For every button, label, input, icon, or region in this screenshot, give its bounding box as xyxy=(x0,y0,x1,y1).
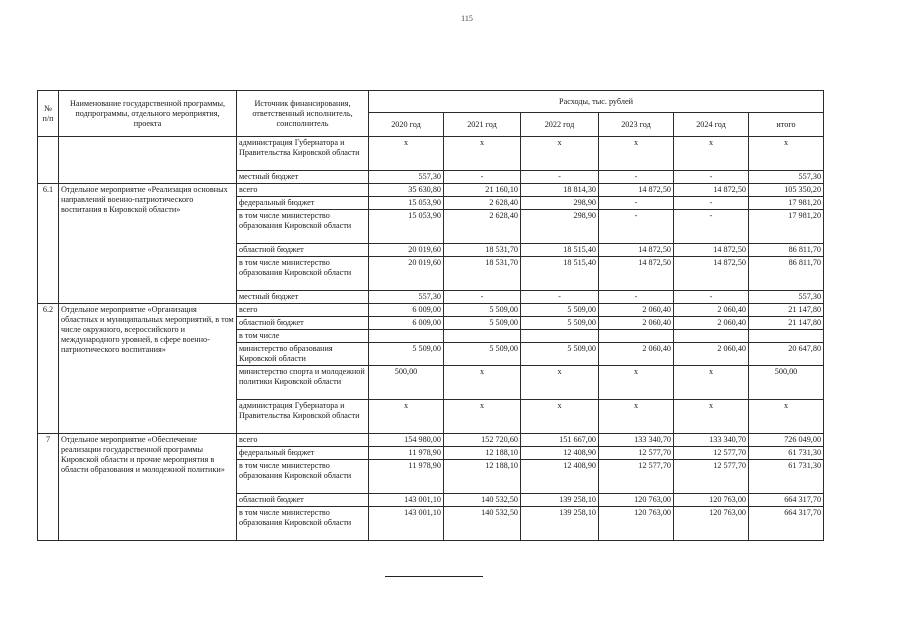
value-cell: 5 509,00 xyxy=(521,317,599,330)
footer-divider xyxy=(385,576,483,577)
funding-source: администрация Губернатора и Правительства Кировской области xyxy=(237,400,369,434)
value-cell: 2 060,40 xyxy=(599,317,674,330)
value-cell: 5 509,00 xyxy=(369,343,444,366)
value-cell: - xyxy=(599,210,674,244)
value-cell: 139 258,10 xyxy=(521,494,599,507)
value-cell: 151 667,00 xyxy=(521,434,599,447)
value-cell: 2 060,40 xyxy=(599,343,674,366)
value-cell: 557,30 xyxy=(749,171,824,184)
value-cell: 12 408,90 xyxy=(521,447,599,460)
value-cell: 2 060,40 xyxy=(599,304,674,317)
value-cell: - xyxy=(599,291,674,304)
funding-source: федеральный бюджет xyxy=(237,197,369,210)
program-name: Отдельное мероприятие «Обеспечение реализации государственной программы Кировской области и прочие мероприятия в области образования и молодежной политики» xyxy=(59,434,237,541)
value-cell: 20 019,60 xyxy=(369,257,444,291)
value-cell xyxy=(599,330,674,343)
header-program-name: Наименование государственной программы, подпрограммы, отдельного мероприятия, проекта xyxy=(59,91,237,137)
value-cell: 18 814,30 xyxy=(521,184,599,197)
header-expenses: Расходы, тыс. рублей xyxy=(369,91,824,113)
value-cell: 298,90 xyxy=(521,197,599,210)
value-cell: 2 628,40 xyxy=(444,210,521,244)
value-cell: 14 872,50 xyxy=(674,184,749,197)
value-cell: 35 630,80 xyxy=(369,184,444,197)
funding-source: местный бюджет xyxy=(237,291,369,304)
row-number: 6.2 xyxy=(38,304,59,434)
value-cell: 120 763,00 xyxy=(599,507,674,541)
value-cell: x xyxy=(369,137,444,171)
value-cell: 14 872,50 xyxy=(599,184,674,197)
value-cell: x xyxy=(599,400,674,434)
table-row xyxy=(38,434,824,447)
value-cell: 6 009,00 xyxy=(369,317,444,330)
value-cell: 86 811,70 xyxy=(749,257,824,291)
value-cell: 139 258,10 xyxy=(521,507,599,541)
header-num: № п/п xyxy=(38,91,59,137)
value-cell: 12 188,10 xyxy=(444,447,521,460)
value-cell: 120 763,00 xyxy=(674,507,749,541)
row-number: 6.1 xyxy=(38,184,59,304)
table-row xyxy=(38,184,824,197)
value-cell: - xyxy=(599,171,674,184)
value-cell: 21 160,10 xyxy=(444,184,521,197)
value-cell: 11 978,90 xyxy=(369,460,444,494)
value-cell: - xyxy=(674,197,749,210)
value-cell xyxy=(749,330,824,343)
funding-source: всего xyxy=(237,304,369,317)
value-cell: - xyxy=(599,197,674,210)
value-cell: 12 577,70 xyxy=(599,460,674,494)
value-cell: x xyxy=(444,400,521,434)
funding-source: в том числе министерство образования Кировской области xyxy=(237,507,369,541)
value-cell: 15 053,90 xyxy=(369,197,444,210)
funding-source: областной бюджет xyxy=(237,244,369,257)
value-cell: 12 408,90 xyxy=(521,460,599,494)
value-cell: x xyxy=(749,137,824,171)
value-cell: 11 978,90 xyxy=(369,447,444,460)
funding-source: министерство спорта и молодежной политики Кировской области xyxy=(237,366,369,400)
value-cell: 17 981,20 xyxy=(749,197,824,210)
value-cell: 143 001,10 xyxy=(369,507,444,541)
value-cell: x xyxy=(599,137,674,171)
funding-source: всего xyxy=(237,434,369,447)
value-cell: 18 515,40 xyxy=(521,244,599,257)
value-cell: x xyxy=(521,366,599,400)
value-cell: 18 515,40 xyxy=(521,257,599,291)
value-cell: 133 340,70 xyxy=(674,434,749,447)
value-cell: 140 532,50 xyxy=(444,507,521,541)
value-cell: 557,30 xyxy=(369,291,444,304)
funding-source: администрация Губернатора и Правительства Кировской области xyxy=(237,137,369,171)
value-cell: x xyxy=(749,400,824,434)
value-cell: x xyxy=(674,366,749,400)
funding-source: федеральный бюджет xyxy=(237,447,369,460)
funding-source: в том числе xyxy=(237,330,369,343)
value-cell: 86 811,70 xyxy=(749,244,824,257)
value-cell: 726 049,00 xyxy=(749,434,824,447)
value-cell xyxy=(369,330,444,343)
value-cell: 61 731,30 xyxy=(749,460,824,494)
value-cell: 18 531,70 xyxy=(444,244,521,257)
funding-source: министерство образования Кировской области xyxy=(237,343,369,366)
value-cell: - xyxy=(444,171,521,184)
budget-table xyxy=(37,90,824,541)
value-cell: 5 509,00 xyxy=(444,317,521,330)
value-cell: x xyxy=(521,137,599,171)
value-cell: 12 577,70 xyxy=(674,447,749,460)
value-cell: 5 509,00 xyxy=(521,304,599,317)
value-cell: 154 980,00 xyxy=(369,434,444,447)
table-row xyxy=(38,137,824,171)
value-cell: 61 731,30 xyxy=(749,447,824,460)
value-cell: 664 317,70 xyxy=(749,494,824,507)
value-cell: 664 317,70 xyxy=(749,507,824,541)
funding-source: всего xyxy=(237,184,369,197)
value-cell: 557,30 xyxy=(369,171,444,184)
value-cell: 20 019,60 xyxy=(369,244,444,257)
value-cell: - xyxy=(521,171,599,184)
value-cell: 2 060,40 xyxy=(674,304,749,317)
value-cell: 2 060,40 xyxy=(674,317,749,330)
value-cell: 500,00 xyxy=(749,366,824,400)
value-cell: - xyxy=(674,171,749,184)
value-cell: 2 060,40 xyxy=(674,343,749,366)
header-year: 2023 год xyxy=(599,113,674,137)
value-cell: x xyxy=(444,366,521,400)
value-cell: 17 981,20 xyxy=(749,210,824,244)
value-cell: 21 147,80 xyxy=(749,304,824,317)
value-cell: 12 577,70 xyxy=(599,447,674,460)
value-cell xyxy=(674,330,749,343)
value-cell: 6 009,00 xyxy=(369,304,444,317)
value-cell xyxy=(521,330,599,343)
program-name: Отдельное мероприятие «Реализация основных направлений военно-патриотического воспитания в Кировской области» xyxy=(59,184,237,304)
value-cell: x xyxy=(444,137,521,171)
header-total: итого xyxy=(749,113,824,137)
funding-source: в том числе министерство образования Кировской области xyxy=(237,257,369,291)
value-cell xyxy=(444,330,521,343)
value-cell: - xyxy=(674,291,749,304)
funding-source: областной бюджет xyxy=(237,494,369,507)
value-cell: 298,90 xyxy=(521,210,599,244)
header-year: 2024 год xyxy=(674,113,749,137)
value-cell: 14 872,50 xyxy=(599,257,674,291)
program-name xyxy=(59,137,237,184)
value-cell: 152 720,60 xyxy=(444,434,521,447)
value-cell: 5 509,00 xyxy=(444,343,521,366)
value-cell: 14 872,50 xyxy=(674,244,749,257)
value-cell: - xyxy=(521,291,599,304)
value-cell: 557,30 xyxy=(749,291,824,304)
value-cell: 120 763,00 xyxy=(599,494,674,507)
funding-source: местный бюджет xyxy=(237,171,369,184)
header-year: 2021 год xyxy=(444,113,521,137)
value-cell: x xyxy=(674,400,749,434)
value-cell: 5 509,00 xyxy=(444,304,521,317)
funding-source: в том числе министерство образования Кировской области xyxy=(237,460,369,494)
funding-source: в том числе министерство образования Кировской области xyxy=(237,210,369,244)
row-number: 7 xyxy=(38,434,59,541)
value-cell: 18 531,70 xyxy=(444,257,521,291)
value-cell: - xyxy=(674,210,749,244)
value-cell: 14 872,50 xyxy=(674,257,749,291)
value-cell: 105 350,20 xyxy=(749,184,824,197)
value-cell: x xyxy=(369,400,444,434)
value-cell: 2 628,40 xyxy=(444,197,521,210)
header-year: 2022 год xyxy=(521,113,599,137)
value-cell: 21 147,80 xyxy=(749,317,824,330)
table-row xyxy=(38,304,824,317)
value-cell: 20 647,80 xyxy=(749,343,824,366)
header-funding-source: Источник финансирования, ответственный исполнитель, соисполнитель xyxy=(237,91,369,137)
value-cell: 5 509,00 xyxy=(521,343,599,366)
value-cell: 143 001,10 xyxy=(369,494,444,507)
value-cell: 133 340,70 xyxy=(599,434,674,447)
header-year: 2020 год xyxy=(369,113,444,137)
value-cell: 140 532,50 xyxy=(444,494,521,507)
program-name: Отдельное мероприятие «Организация областных и муниципальных мероприятий, в том числе окружного, всероссийского и международного уровней, в сфере военно-патриотического воспитания» xyxy=(59,304,237,434)
value-cell: - xyxy=(444,291,521,304)
value-cell: x xyxy=(599,366,674,400)
page-number: 115 xyxy=(461,14,473,23)
value-cell: x xyxy=(521,400,599,434)
value-cell: 15 053,90 xyxy=(369,210,444,244)
value-cell: 14 872,50 xyxy=(599,244,674,257)
row-number xyxy=(38,137,59,184)
value-cell: x xyxy=(674,137,749,171)
value-cell: 12 188,10 xyxy=(444,460,521,494)
value-cell: 12 577,70 xyxy=(674,460,749,494)
value-cell: 120 763,00 xyxy=(674,494,749,507)
funding-source: областной бюджет xyxy=(237,317,369,330)
value-cell: 500,00 xyxy=(369,366,444,400)
